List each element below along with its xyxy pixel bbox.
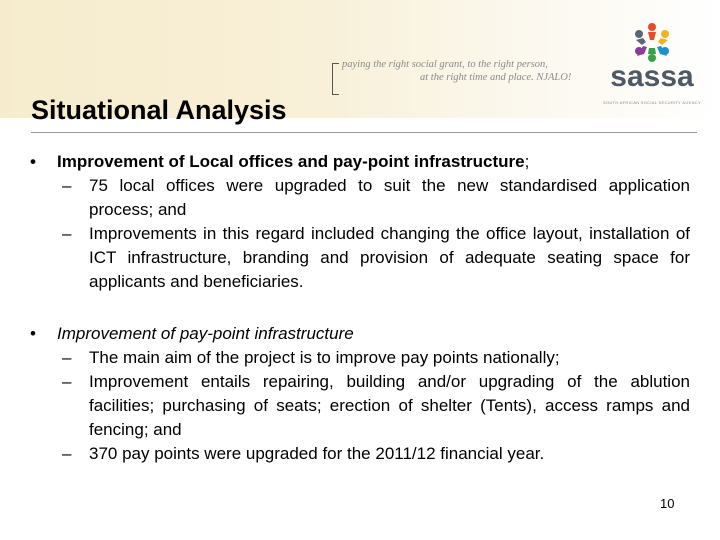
page-number: 10 (660, 496, 675, 511)
tagline (342, 58, 572, 84)
bullet-heading-1: Improvement of Local offices and pay-point infrastructure; (57, 152, 530, 171)
title-divider (31, 132, 697, 133)
slide-content (30, 150, 690, 466)
logo-subtitle: SOUTH AFRICAN SOCIAL SECURITY AGENCY (603, 100, 701, 105)
dash-marker: – (62, 176, 72, 195)
sub-item: – 370 pay points were upgraded for the 2011/12 financial year. (62, 442, 690, 466)
dash-marker: – (62, 224, 72, 243)
logo-wordmark: sassa (610, 60, 694, 93)
bullet-heading-2: Improvement of pay-point infrastructure (57, 324, 354, 343)
tagline-line-1: paying the right social grant, to the right person, (342, 59, 548, 70)
slide-title: Situational Analysis (31, 95, 287, 125)
tagline-bracket (332, 63, 339, 95)
bullet-item-2 (30, 322, 690, 346)
sub-item: – 75 local offices were upgraded to suit the new standardised application process; and (62, 174, 690, 222)
dash-marker: – (62, 444, 72, 463)
sub-item: – Improvements in this regard included changing the office layout, installation of ICT infrastructure, branding and provision of adequate seating space for applicants and beneficiaries. (62, 222, 690, 294)
people-circle-icon (602, 20, 702, 64)
bullet-marker: • (30, 324, 36, 343)
sub-item: – Improvement entails repairing, building and/or upgrading of the ablution facilities; purchasing of seats; erection of shelter (Tents), access ramps and fencing; and (62, 370, 690, 442)
dash-marker: – (62, 348, 72, 367)
dash-marker: – (62, 372, 72, 391)
sub-item: – The main aim of the project is to improve pay points nationally; (62, 346, 690, 370)
bullet-item-1 (30, 150, 690, 174)
bullet-marker: • (30, 152, 36, 171)
sassa-logo (602, 20, 702, 112)
tagline-line-2: at the right time and place. NJALO! (420, 72, 572, 83)
